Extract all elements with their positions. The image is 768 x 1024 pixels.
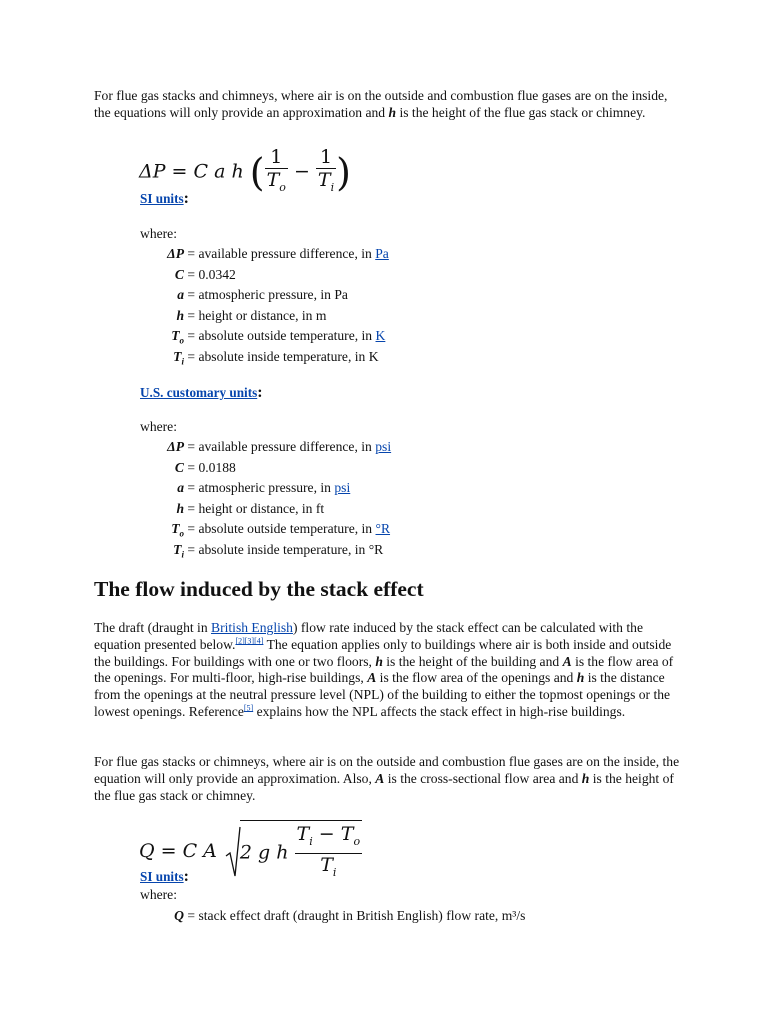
unit-link-pa[interactable]: Pa xyxy=(375,246,389,261)
us-definition-h xyxy=(140,501,324,517)
q-definition xyxy=(140,908,525,924)
si-definition-delta-p xyxy=(140,246,389,262)
q-symbol: Q xyxy=(174,908,184,923)
unit-link-psi[interactable]: psi xyxy=(375,439,392,454)
si-definition-a xyxy=(140,287,348,303)
para1-text-d: is the height of the building and xyxy=(382,653,563,669)
fraction-outside-den: T xyxy=(266,169,280,191)
si-units-link-2[interactable]: SI units xyxy=(140,869,184,884)
paren-right: ) xyxy=(336,150,351,195)
us-units-colon: : xyxy=(257,384,263,401)
para1-text-b: ) flow rate induced by the stack effect can be calculated with the equation presented below. xyxy=(94,620,643,652)
formula-cah: C a h xyxy=(193,160,244,183)
definition-symbol-sub: o xyxy=(179,335,184,346)
sqrt-symbol-icon xyxy=(225,826,241,878)
unit-link-k[interactable]: K xyxy=(375,328,386,343)
section-heading: The flow induced by the stack effect xyxy=(94,577,424,601)
para1-text-h: explains how the NPL affects the stack effect in high-rise buildings. xyxy=(253,703,626,719)
para1-text-f: is the flow area of the openings and xyxy=(376,670,577,686)
si-units-colon: : xyxy=(183,190,189,207)
fraction-inside-num: 1 xyxy=(319,146,333,168)
definition-symbol-sub: i xyxy=(181,549,184,560)
definition-symbol: h xyxy=(176,500,184,516)
definition-text: = absolute outside temperature, in xyxy=(184,328,376,343)
us-units-heading xyxy=(140,384,263,402)
fraction-temp-num-sub2: o xyxy=(353,834,361,848)
definition-text: = 0.0342 xyxy=(184,266,236,282)
formula-lhs: ΔP = xyxy=(139,160,188,183)
definition-text: = atmospheric pressure, in xyxy=(184,480,335,495)
definition-symbol: h xyxy=(176,307,184,323)
us-definition-c xyxy=(140,460,236,476)
us-definition-delta-p xyxy=(140,439,391,455)
definition-symbol: ΔP xyxy=(167,439,184,454)
para1-text-g: is the distance from the openings at the neutral pressure level (NPL) of the building to either the topmost openings or the lowest openings. Reference xyxy=(94,670,671,719)
fraction-outside-sub: o xyxy=(279,180,286,194)
para2-h-symbol: h xyxy=(581,770,590,786)
fraction-temp-num-sub1: i xyxy=(309,834,313,848)
fraction-outside xyxy=(265,146,288,199)
definition-text: = 0.0188 xyxy=(184,459,236,475)
para1-h-symbol-2: h xyxy=(576,670,585,686)
para2-A-symbol: A xyxy=(375,770,385,786)
flue-gas-paragraph xyxy=(94,754,684,804)
si-definition-t-i xyxy=(140,349,379,367)
definition-symbol: C xyxy=(174,459,184,475)
para1-A-symbol: A xyxy=(562,653,572,669)
para1-h-symbol: h xyxy=(375,653,383,669)
si-definition-h xyxy=(140,308,326,324)
para2-text-b: is the cross-sectional flow area and xyxy=(384,770,582,786)
british-english-link[interactable]: British English xyxy=(211,620,293,635)
definition-symbol: C xyxy=(174,266,184,282)
us-definition-t-i xyxy=(140,542,383,560)
paren-left: ( xyxy=(249,150,265,195)
q-definition-text: = stack effect draft (draught in British English) flow rate, m³/s xyxy=(184,908,526,923)
formula2-lhs: Q = C A xyxy=(139,839,217,862)
sqrt-content xyxy=(240,820,362,884)
si-units-heading-2 xyxy=(140,868,189,886)
fraction-temp-den-sub: i xyxy=(332,865,337,879)
intro-paragraph xyxy=(94,88,684,122)
definition-symbol-sub: i xyxy=(181,356,184,367)
si-where-label-2: where: xyxy=(140,887,177,902)
fraction-inside-sub: i xyxy=(330,180,335,194)
fraction-temperature xyxy=(295,823,363,884)
definition-symbol-sub: o xyxy=(179,528,184,539)
us-definition-a xyxy=(140,480,350,496)
si-definition-c xyxy=(140,267,236,283)
intro-h-symbol: h xyxy=(388,104,397,120)
definition-text: = available pressure difference, in xyxy=(184,439,376,454)
formula2-inner: 2 g h xyxy=(239,841,289,864)
fraction-inside-den: T xyxy=(317,169,331,191)
para2-text-a: For flue gas stacks or chimneys, where air is on the outside and combustion flue gases are on the inside, the equation will only provide an approximation. Also, xyxy=(94,754,680,786)
definition-text: = height or distance, in m xyxy=(184,307,327,323)
definition-symbol: $T_i$ xyxy=(173,348,184,367)
definition-symbol: $T_o$ xyxy=(171,328,184,346)
fraction-inside xyxy=(316,146,336,199)
formula-minus: − xyxy=(293,160,310,183)
definition-symbol: a xyxy=(177,287,184,302)
definition-symbol: $T_i$ xyxy=(173,541,184,560)
fraction-temp-minus: − T xyxy=(312,823,354,845)
si-units-heading xyxy=(140,190,189,208)
definition-text: = absolute inside temperature, in °R xyxy=(184,541,384,557)
si-where-label: where: xyxy=(140,226,177,241)
para1-text-e: is the flow area of the openings. For multi-floor, high-rise buildings, xyxy=(94,653,674,686)
us-definition-t-o xyxy=(140,521,390,539)
definition-text: = available pressure difference, in xyxy=(184,246,376,261)
definition-text: = absolute outside temperature, in xyxy=(184,521,376,536)
stack-effect-paragraph xyxy=(94,620,684,721)
unit-link-psi[interactable]: psi xyxy=(334,480,351,495)
definition-text: = absolute inside temperature, in K xyxy=(184,348,379,364)
definition-text: = atmospheric pressure, in Pa xyxy=(184,287,348,302)
para1-text-a: The draft (draught in xyxy=(94,620,212,635)
definition-symbol: $T_o$ xyxy=(171,521,184,539)
si-units-colon-2: : xyxy=(183,868,189,885)
fraction-outside-num: 1 xyxy=(270,146,283,168)
para1-text-c: The equation applies only to buildings where air is both inside and outside the buildings. For buildings with one or two floors, xyxy=(94,636,672,669)
definition-text: = height or distance, in ft xyxy=(184,500,325,516)
intro-tail-text: is the height of the flue gas stack or chimney. xyxy=(399,104,646,120)
unit-link-deg-r[interactable]: °R xyxy=(375,521,391,536)
fraction-temp-den: T xyxy=(320,853,333,876)
si-units-link[interactable]: SI units xyxy=(140,191,184,206)
definition-symbol: a xyxy=(177,480,184,495)
us-units-link[interactable]: U.S. customary units xyxy=(140,385,258,400)
si-definition-t-o xyxy=(140,328,385,346)
definition-symbol: ΔP xyxy=(167,246,184,261)
citation-ref-5[interactable]: [5] xyxy=(243,703,254,713)
para2-text-c: is the height of the flue gas stack or chimney. xyxy=(94,770,674,803)
citation-refs-2-3-4[interactable]: [2][3][4] xyxy=(235,636,264,646)
para1-A-symbol-2: A xyxy=(367,670,377,686)
fraction-temp-num: T xyxy=(296,823,310,845)
us-where-label: where: xyxy=(140,419,177,434)
intro-text: For flue gas stacks and chimneys, where air is on the outside and combustion flue gases are on the inside, the equations will only provide an approximation and xyxy=(94,88,668,120)
